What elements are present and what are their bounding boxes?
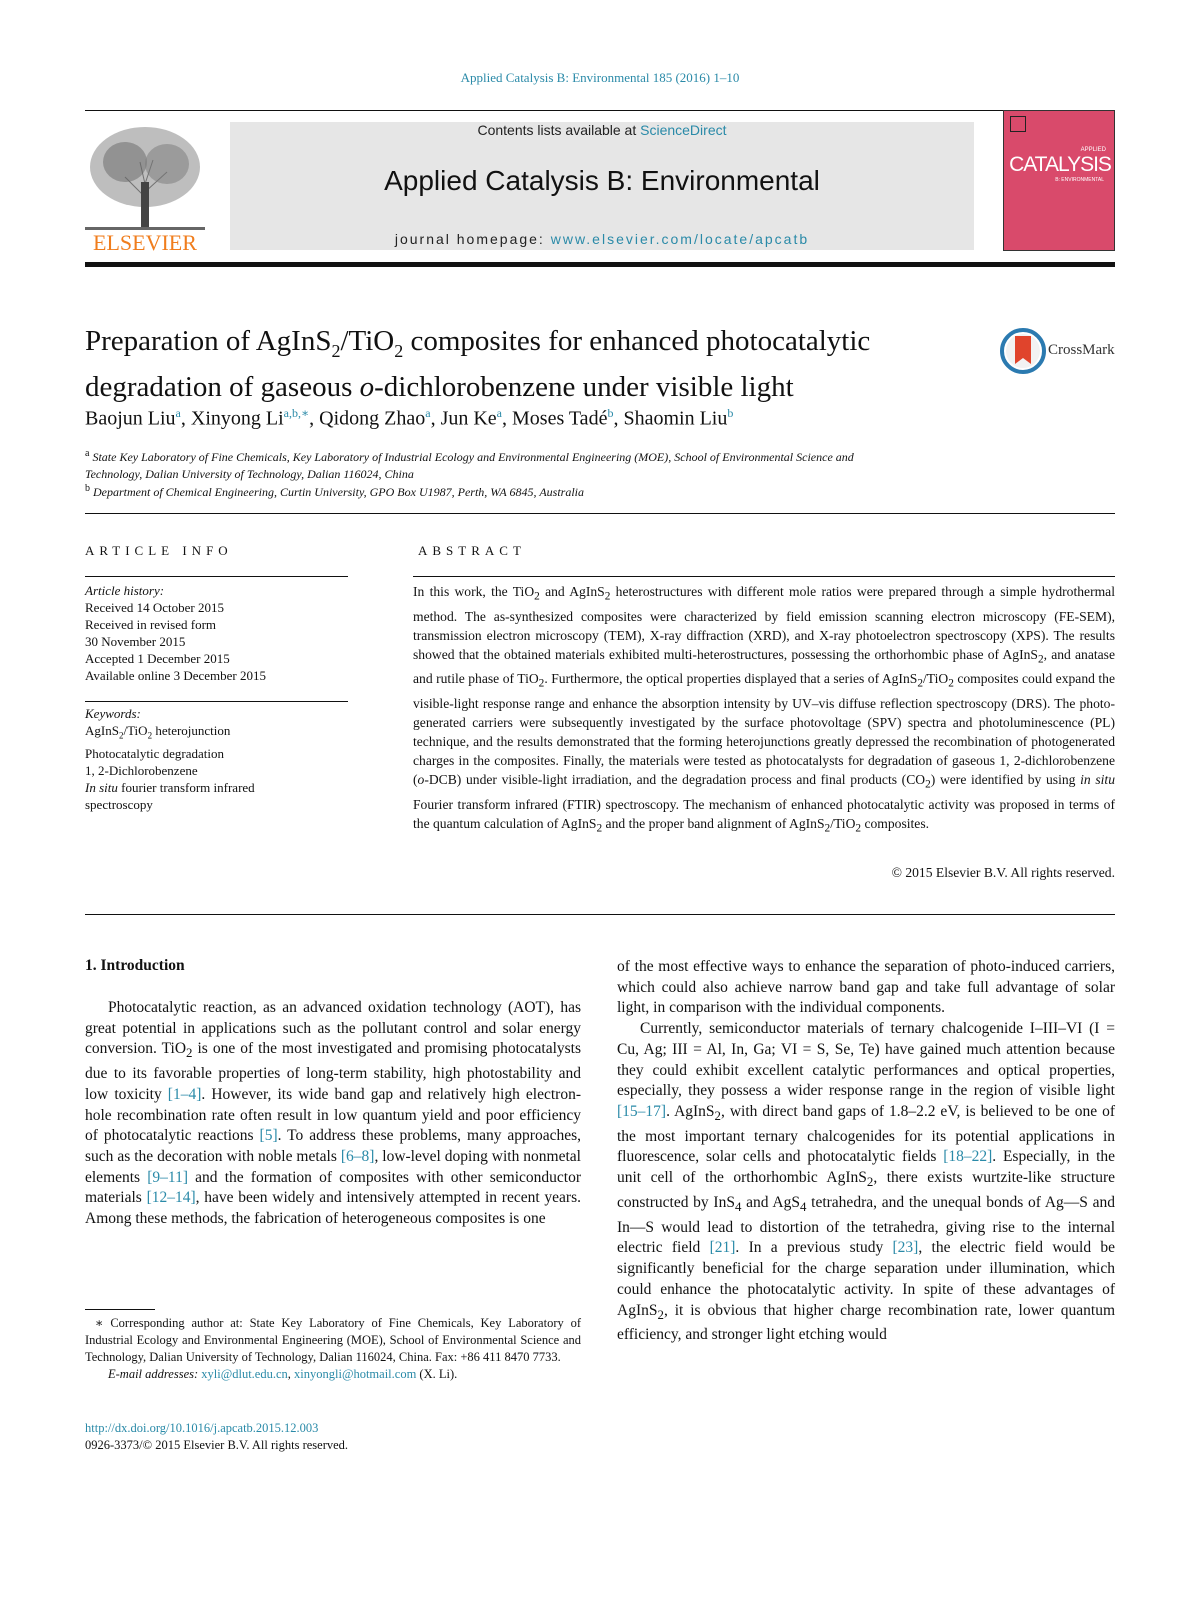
journal-reference[interactable]: Applied Catalysis B: Environmental 185 (2016) 1–10	[460, 70, 740, 85]
citation-link[interactable]: [6–8]	[340, 1148, 375, 1166]
citation-link[interactable]: [23]	[892, 1239, 919, 1257]
article-title: Preparation of AgInS$_2$/TiO$_2$ composites for enhanced photocatalytic degradation of gaseous o-dichlorobenzene under visible light	[85, 325, 871, 403]
elsevier-wordmark: ELSEVIER	[93, 230, 197, 255]
email-link[interactable]: xyli@dlut.edu.cn	[201, 1367, 288, 1381]
author[interactable]: Qidong Zhao	[319, 407, 426, 430]
cover-subtitle: B: ENVIRONMENTAL	[1055, 177, 1104, 183]
keywords-rule	[85, 701, 348, 702]
abstract-bottom-rule	[85, 914, 1115, 915]
cover-top-text: APPLIED	[1080, 147, 1106, 153]
journal-title: Applied Catalysis B: Environmental	[384, 165, 820, 196]
elsevier-logo	[85, 122, 205, 255]
journal-cover-thumbnail[interactable]	[1003, 110, 1115, 251]
header-thick-rule	[85, 262, 1115, 267]
author[interactable]: Moses Tadé	[512, 407, 608, 430]
affiliation-a: $^a$ State Key Laboratory of Fine Chemicals, Key Laboratory of Industrial Ecology and Environmental Engineering (MOE), School of Environmental Science and Technology, Dalian University of Technology, Dalian 116024, China	[85, 448, 854, 481]
citation-link[interactable]: [1–4]	[167, 1085, 202, 1103]
citation-link[interactable]: [15–17]	[617, 1102, 667, 1120]
citation-link[interactable]: [12–14]	[146, 1189, 196, 1207]
abstract-heading: ABSTRACT	[418, 543, 526, 558]
contents-line: Contents lists available at ScienceDirect	[477, 122, 727, 138]
crossmark-badge[interactable]	[1000, 328, 1120, 373]
author[interactable]: Jun Ke	[440, 407, 497, 430]
corresponding-author-note: ∗ Corresponding author at: State Key Laboratory of Fine Chemicals, Key Laboratory of Industrial Ecology and Environmental Engineering (MOE), School of Environmental Science and Technology, Dalian University of Technology, Dalian 116024, China. Fax: +86 411 8470 7733. E-mail addresses: xyli@dlut.edu.cn, xinyongli@hotmail.com (X. Li).	[85, 1316, 581, 1381]
crossmark-label: CrossMark	[1048, 342, 1115, 358]
cover-logo-icon	[1010, 116, 1026, 132]
citation-link[interactable]: [5]	[259, 1127, 278, 1145]
issn-copyright: 0926-3373/© 2015 Elsevier B.V. All rights reserved.	[85, 1438, 349, 1452]
header-rule	[85, 110, 1115, 111]
citation-link[interactable]: [18–22]	[943, 1148, 993, 1166]
sciencedirect-link[interactable]: ScienceDirect	[640, 122, 727, 138]
citation-link[interactable]: [9–11]	[147, 1168, 188, 1186]
author-list: Baojun Liu$^a$, Xinyong $Li^{a,b,∗}$, Qidong Zhao$^a$, Jun Ke$^a$, Moses Tadé$^b$, Shaomin Liu$^b$	[85, 406, 734, 430]
affiliation-b: $^b$ Department of Chemical Engineering, Curtin University, GPO Box U1987, Perth, WA 6845, Australia	[85, 483, 585, 499]
article-info-heading: ARTICLE INFO	[85, 543, 233, 558]
journal-homepage: journal homepage: www.elsevier.com/locate/apcatb	[394, 231, 810, 247]
intro-column-right: of the most effective ways to enhance the separation of photo-induced carriers, which could also achieve narrow band gap and take full advantage of solar light, in comparison with the individual components. Currently, semiconductor materials of ternary chalcogenide I–III–VI (I = Cu, Ag; III = Al, In, Ga; VI = S, Se, Te) have gained much attention because they could exhibit excellent catalytic performances and optical properties, especially, they possess a wider response range in the region of visible light [15–17]. AgInS$_2$, with direct band gaps of 1.8–2.2 eV, is believed to be one of the most important ternary chalcogenides for its potential applications in fluorescence, solar cells and photocatalytic fields [18–22]. Especially, in the unit cell of the orthorhombic AgInS$_2$, there exists wurtzite-like structure constructed by InS$_4$ and AgS$_4$ tetrahedra, and the unequal bonds of Ag—S and In—S would lead to distortion of the tetrahedra, giving rise to the internal electric field [21]. In a previous study [23], the electric field would be significantly beneficial for the charge separation under illumination, which could enhance the photocatalytic activity. In spite of these advantages of AgInS$_2$, it is obvious that higher charge recombination rate, lower quantum efficiency, and stronger light etching would	[617, 958, 1116, 1344]
email-link[interactable]: xinyongli@hotmail.com	[294, 1367, 417, 1381]
citation-link[interactable]: [21]	[709, 1239, 736, 1257]
intro-column-left: Photocatalytic reaction, as an advanced oxidation technology (AOT), has great potential in applications such as the pollutant control and solar energy conversion. TiO$_2$ is one of the most investigated and promising photocatalysts due to its favorable properties of long-term stability, high photostability and low toxicity [1–4]. However, its wide band gap and relatively high electron-hole recombination rate often result in low quantum yield and poor efficiency of photocatalytic reactions [5]. To address these problems, many approaches, such as the decoration with noble metals [6–8], low-level doping with nonmetal elements [9–11] and the formation of composites with other semiconductor materials [12–14], have been widely and intensively attempted in recent years. Among these methods, the fabrication of heterogeneous composites is one	[85, 999, 581, 1228]
article-history: Article history: Received 14 October 2015 Received in revised form 30 November 2015 Accepted 1 December 2015 Available online 3 December 2015	[85, 583, 266, 683]
intro-heading: 1. Introduction	[85, 957, 185, 974]
section-rule	[85, 513, 1115, 514]
author[interactable]: Baojun Liu	[85, 407, 176, 430]
crossmark-icon	[1000, 328, 1046, 374]
info-rule	[85, 576, 348, 577]
keywords: Keywords: AgInS$_2$/TiO$_2$ heterojunction Photocatalytic degradation 1, 2-Dichlorobenzene In situ fourier transform infrared spectroscopy	[85, 706, 255, 812]
abstract-rule	[413, 576, 1115, 577]
author[interactable]: Xinyong Li	[190, 407, 284, 430]
doi-block	[85, 1420, 348, 1454]
homepage-link[interactable]: www.elsevier.com/locate/apcatb	[550, 231, 810, 247]
author[interactable]: Shaomin Liu	[623, 407, 728, 430]
abstract-text: In this work, the TiO$_2$ and AgInS$_2$ heterostructures with different mole ratios were prepared through a simple hydrothermal method. The as-synthesized composites were characterized by field emission scanning electron microscopy (FE-SEM), transmission electron microscopy (TEM), X-ray diffraction (XRD), and X-ray photoelectron spectroscopy (XPS). The results showed that the obtained materials exhibited multi-heterostructures, possessing the orthorhombic phase of AgInS$_2$, and anatase and rutile phase of TiO$_2$. Furthermore, the optical properties displayed that a series of AgInS$_2$/TiO$_2$ composites could expand the visible-light response range and enhance the absorption intensity by UV–vis diffuse reflection spectroscopy (DRS). The photo-generated carriers were subsequently investigated by the surface photovoltage (SPV) spectra and photoluminescence (PL) technique, and the results demonstrated that the forming heterojunctions greatly depressed the recombination of photogenerated charges in the composites. Finally, the materials were tested as photocatalysts for degradation of gaseous 1, 2-dichlorobenzene (o-DCB) under visible-light irradiation, and the degradation process and final products $(CO_2)$ were identified by using in situ Fourier transform infrared (FTIR) spectroscopy. The mechanism of enhanced photocatalytic activity was proposed in terms of the quantum calculation of AgInS$_2$ and the proper band alignment of AgInS$_2$/TiO$_2$ composites.	[413, 584, 1115, 835]
doi-link[interactable]: http://dx.doi.org/10.1016/j.apcatb.2015.12.003	[85, 1421, 319, 1435]
cover-title: CATALYSIS	[1009, 153, 1111, 176]
footnote-rule	[85, 1309, 155, 1310]
copyright-notice: © 2015 Elsevier B.V. All rights reserved.	[891, 865, 1115, 880]
